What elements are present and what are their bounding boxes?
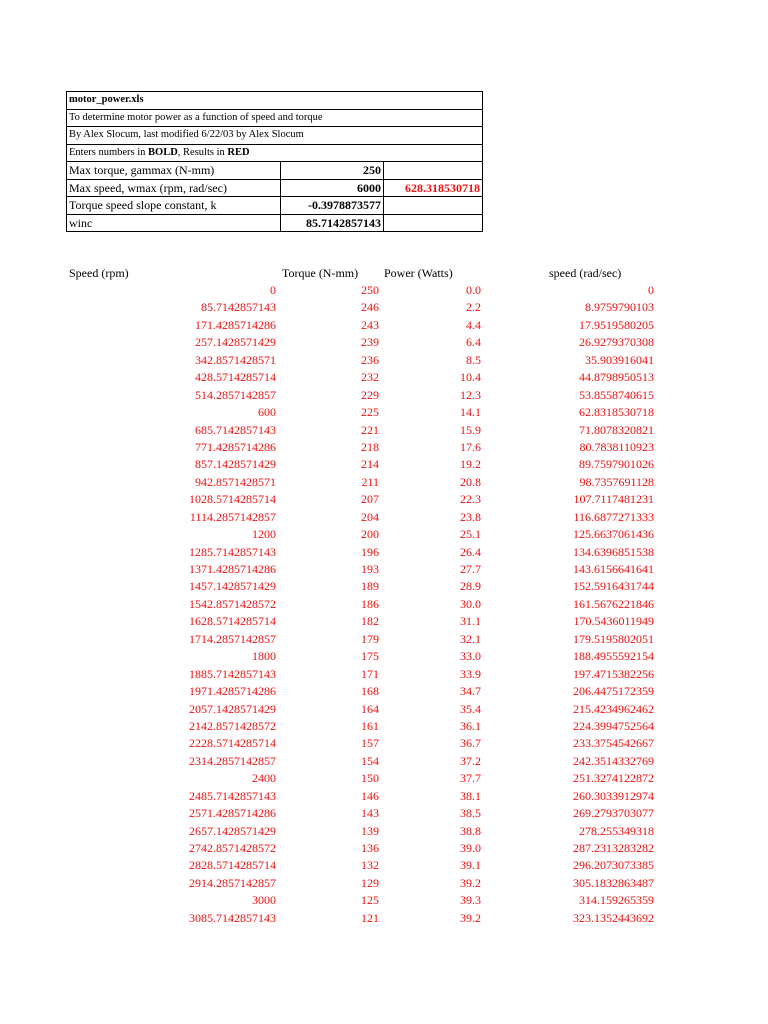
legend-red: RED <box>227 146 250 158</box>
speed-rpm-cell[interactable]: 1457.1428571429 <box>189 579 276 594</box>
speed-rpm-cell[interactable]: 1371.4285714286 <box>189 562 276 576</box>
power-cell[interactable]: 38.5 <box>460 806 481 821</box>
speed-rad-cell[interactable]: 188.4955592154 <box>573 649 654 664</box>
speed-rad-cell[interactable]: 215.4234962462 <box>573 701 654 716</box>
speed-rpm-cell[interactable]: 2142.8571428572 <box>189 718 276 733</box>
power-cell[interactable]: 32.1 <box>460 631 481 646</box>
speed-rad-cell[interactable]: 170.5436011949 <box>573 614 654 629</box>
torque-cell[interactable]: 186 <box>361 596 379 611</box>
table-row <box>0 439 768 456</box>
torque-cell[interactable]: 236 <box>361 352 379 367</box>
speed-rpm-cell[interactable]: 1885.7142857143 <box>189 666 276 681</box>
speed-rpm-cell[interactable]: 1971.4285714286 <box>189 684 276 699</box>
torque-cell[interactable]: 132 <box>361 858 379 873</box>
speed-rad-cell[interactable]: 17.9519580205 <box>579 317 654 332</box>
speed-rpm-cell[interactable]: 85.7142857143 <box>201 300 276 315</box>
power-cell[interactable]: 35.4 <box>460 701 481 716</box>
power-cell[interactable]: 28.9 <box>460 579 481 594</box>
torque-cell[interactable]: 189 <box>361 579 379 594</box>
header-power: Power (Watts) <box>384 266 453 280</box>
table-row <box>0 613 768 630</box>
table-row <box>0 910 768 927</box>
param-value[interactable]: 6000 <box>281 180 384 197</box>
speed-rad-cell[interactable]: 242.3514332769 <box>573 753 654 768</box>
table-row <box>0 544 768 561</box>
table-row <box>0 701 768 718</box>
header-speed-rpm: Speed (rpm) <box>69 266 129 280</box>
torque-cell[interactable]: 129 <box>361 875 379 890</box>
torque-cell[interactable]: 139 <box>361 823 379 838</box>
param-value[interactable]: -0.3978873577 <box>281 197 384 214</box>
table-row <box>0 369 768 386</box>
param-result <box>384 162 482 179</box>
power-cell[interactable]: 37.2 <box>460 753 481 768</box>
speed-rpm-cell[interactable]: 342.8571428571 <box>195 352 276 367</box>
power-cell[interactable]: 39.3 <box>460 893 481 908</box>
param-row-winc <box>67 214 482 232</box>
speed-rad-cell[interactable]: 89.7597901026 <box>579 457 654 472</box>
table-row <box>0 422 768 439</box>
speed-rpm-cell[interactable]: 2828.5714285714 <box>189 858 276 873</box>
table-row <box>0 282 768 299</box>
speed-rpm-cell[interactable]: 257.1428571429 <box>195 335 276 350</box>
param-row-slope <box>67 196 482 214</box>
speed-rpm-cell[interactable]: 2400 <box>252 771 276 786</box>
speed-rad-cell[interactable]: 134.6396851538 <box>573 544 654 559</box>
power-cell[interactable]: 36.1 <box>460 718 481 733</box>
param-value[interactable]: 250 <box>281 162 384 179</box>
speed-rpm-cell[interactable]: 771.4285714286 <box>195 439 276 454</box>
torque-cell[interactable]: 196 <box>361 544 379 559</box>
torque-cell[interactable]: 168 <box>361 684 379 699</box>
speed-rad-cell[interactable]: 323.1352443692 <box>573 910 654 925</box>
table-row <box>0 648 768 665</box>
table-row <box>0 857 768 874</box>
table-row <box>0 387 768 404</box>
table-row <box>0 770 768 787</box>
speed-rad-cell[interactable]: 269.2793703077 <box>573 806 654 821</box>
power-cell[interactable]: 25.1 <box>460 527 481 542</box>
table-row <box>0 526 768 543</box>
speed-rad-cell[interactable]: 143.6156641641 <box>573 562 654 576</box>
speed-rad-cell[interactable]: 62.8318530718 <box>579 405 654 420</box>
table-row <box>0 596 768 613</box>
speed-rad-cell[interactable]: 8.9759790103 <box>585 300 654 315</box>
torque-cell[interactable]: 239 <box>361 335 379 350</box>
speed-rpm-cell[interactable]: 1114.2857142857 <box>189 509 276 524</box>
power-cell[interactable]: 39.2 <box>460 910 481 925</box>
column-headers <box>0 266 768 282</box>
table-row <box>0 456 768 473</box>
power-cell[interactable]: 39.2 <box>460 875 481 890</box>
speed-rpm-cell[interactable]: 2057.1428571429 <box>189 701 276 716</box>
speed-rpm-cell[interactable]: 3085.7142857143 <box>189 910 276 925</box>
power-cell[interactable]: 4.4 <box>466 317 481 332</box>
speed-rpm-cell[interactable]: 2914.2857142857 <box>189 875 276 890</box>
speed-rad-cell[interactable]: 314.159265359 <box>579 893 654 908</box>
speed-rad-cell[interactable]: 71.8078320821 <box>579 422 654 437</box>
speed-rad-cell[interactable]: 116.6877271333 <box>573 509 654 524</box>
speed-rad-cell[interactable]: 260.3033912974 <box>573 788 654 803</box>
torque-cell[interactable]: 182 <box>361 614 379 629</box>
param-result <box>384 215 482 232</box>
power-cell[interactable]: 33.9 <box>460 666 481 681</box>
table-row <box>0 892 768 909</box>
speed-rpm-cell[interactable]: 171.4285714286 <box>195 317 276 332</box>
table-row <box>0 805 768 822</box>
table-row <box>0 334 768 351</box>
speed-rad-cell[interactable]: 197.4715382256 <box>573 666 654 681</box>
torque-cell[interactable]: 136 <box>361 841 379 855</box>
speed-rad-cell[interactable]: 206.4475172359 <box>573 684 654 699</box>
author-row <box>67 126 482 144</box>
legend <box>67 145 482 162</box>
header-torque: Torque (N-mm) <box>282 266 359 280</box>
power-cell[interactable]: 10.4 <box>460 370 481 385</box>
power-cell[interactable]: 31.1 <box>460 614 481 629</box>
author: By Alex Slocum, last modified 6/22/03 by Alex Slocum <box>69 129 304 140</box>
torque-cell[interactable]: 243 <box>361 317 379 332</box>
speed-rpm-cell[interactable]: 0 <box>270 283 276 297</box>
torque-cell[interactable]: 157 <box>361 736 379 751</box>
power-cell[interactable]: 30.0 <box>460 596 481 611</box>
speed-rad-cell[interactable]: 296.2073073385 <box>573 858 654 873</box>
table-row <box>0 788 768 805</box>
speed-rpm-cell[interactable]: 1714.2857142857 <box>189 631 276 646</box>
table-row <box>0 631 768 648</box>
torque-cell[interactable]: 121 <box>361 910 379 925</box>
results-table <box>0 282 768 927</box>
torque-cell[interactable]: 171 <box>361 666 379 681</box>
power-cell[interactable]: 15.9 <box>460 422 481 437</box>
torque-cell[interactable]: 214 <box>361 457 379 472</box>
filename-row <box>67 92 482 109</box>
param-result <box>384 197 482 214</box>
table-row <box>0 840 768 857</box>
table-row <box>0 561 768 578</box>
table-row <box>0 718 768 735</box>
torque-cell[interactable]: 229 <box>361 387 379 402</box>
torque-cell[interactable]: 246 <box>361 300 379 315</box>
torque-cell[interactable]: 150 <box>361 771 379 786</box>
power-cell[interactable]: 0.0 <box>466 283 481 297</box>
power-cell[interactable]: 39.0 <box>460 841 481 855</box>
torque-cell[interactable]: 211 <box>361 474 379 489</box>
table-row <box>0 299 768 316</box>
speed-rad-cell[interactable]: 44.8798950513 <box>579 370 654 385</box>
power-cell[interactable]: 22.3 <box>460 492 481 507</box>
table-row <box>0 509 768 526</box>
speed-rad-cell[interactable]: 161.5676221846 <box>573 596 654 611</box>
param-label: Max speed, wmax (rpm, rad/sec) <box>67 180 281 197</box>
speed-rad-cell[interactable]: 224.3994752564 <box>573 718 654 733</box>
param-result: 628.318530718 <box>405 180 480 195</box>
power-cell[interactable]: 12.3 <box>460 387 481 402</box>
speed-rpm-cell[interactable]: 2742.8571428572 <box>189 841 276 855</box>
torque-cell[interactable]: 179 <box>361 631 379 646</box>
table-row <box>0 491 768 508</box>
torque-cell[interactable]: 232 <box>361 370 379 385</box>
torque-cell[interactable]: 200 <box>361 527 379 542</box>
speed-rad-cell[interactable]: 233.3754542667 <box>573 736 654 751</box>
legend-bold: BOLD <box>148 146 178 158</box>
speed-rad-cell[interactable]: 278.255349318 <box>579 823 654 838</box>
filename: motor_power.xls <box>69 94 144 105</box>
parameter-box <box>66 91 483 232</box>
table-row <box>0 753 768 770</box>
table-row <box>0 317 768 334</box>
power-cell[interactable]: 37.7 <box>460 771 481 786</box>
power-cell[interactable]: 8.5 <box>466 352 481 367</box>
table-row <box>0 578 768 595</box>
power-cell[interactable]: 20.8 <box>460 474 481 489</box>
speed-rpm-cell[interactable]: 2228.5714285714 <box>189 736 276 751</box>
power-cell[interactable]: 14.1 <box>460 405 481 420</box>
speed-rad-cell[interactable]: 251.3274122872 <box>573 771 654 786</box>
speed-rad-cell[interactable]: 35.903916041 <box>585 352 654 367</box>
table-row <box>0 823 768 840</box>
speed-rpm-cell[interactable]: 2571.4285714286 <box>189 806 276 821</box>
speed-rad-cell[interactable]: 0 <box>648 283 654 297</box>
table-row <box>0 875 768 892</box>
speed-rpm-cell[interactable]: 942.8571428571 <box>195 474 276 489</box>
speed-rad-cell[interactable]: 53.8558740615 <box>579 387 654 402</box>
speed-rad-cell[interactable]: 26.9279370308 <box>579 335 654 350</box>
legend-mid: , Results in <box>177 146 228 158</box>
table-row <box>0 683 768 700</box>
param-label: Torque speed slope constant, k <box>67 197 281 214</box>
power-cell[interactable]: 34.7 <box>460 684 481 699</box>
speed-rpm-cell[interactable]: 1628.5714285714 <box>189 614 276 629</box>
power-cell[interactable]: 19.2 <box>460 457 481 472</box>
param-label: Max torque, gammax (N-mm) <box>67 162 281 179</box>
power-cell[interactable]: 38.8 <box>460 823 481 838</box>
torque-cell[interactable]: 218 <box>361 439 379 454</box>
speed-rpm-cell[interactable]: 2314.2857142857 <box>189 753 276 768</box>
speed-rpm-cell[interactable]: 1285.7142857143 <box>189 544 276 559</box>
speed-rpm-cell[interactable]: 3000 <box>252 893 276 908</box>
torque-cell[interactable]: 143 <box>361 806 379 821</box>
speed-rpm-cell[interactable]: 1542.8571428572 <box>189 596 276 611</box>
legend-prefix: Enters numbers in <box>69 146 149 158</box>
speed-rad-cell[interactable]: 287.2313283282 <box>573 841 654 855</box>
power-cell[interactable]: 33.0 <box>460 649 481 664</box>
torque-cell[interactable]: 221 <box>361 422 379 437</box>
power-cell[interactable]: 17.6 <box>460 439 481 454</box>
power-cell[interactable]: 36.7 <box>460 736 481 751</box>
description-row <box>67 109 482 127</box>
power-cell[interactable]: 27.7 <box>460 562 481 576</box>
speed-rad-cell[interactable]: 98.7357691128 <box>579 474 654 489</box>
torque-cell[interactable]: 146 <box>361 788 379 803</box>
torque-cell[interactable]: 125 <box>361 893 379 908</box>
param-row-max-speed <box>67 179 482 197</box>
torque-cell[interactable]: 193 <box>361 562 379 576</box>
param-label: winc <box>67 215 281 232</box>
torque-cell[interactable]: 175 <box>361 649 379 664</box>
speed-rpm-cell[interactable]: 514.2857142857 <box>195 387 276 402</box>
power-cell[interactable]: 6.4 <box>466 335 481 350</box>
speed-rpm-cell[interactable]: 685.7142857143 <box>195 422 276 437</box>
torque-cell[interactable]: 207 <box>361 492 379 507</box>
torque-cell[interactable]: 154 <box>361 753 379 768</box>
table-row <box>0 735 768 752</box>
speed-rpm-cell[interactable]: 2485.7142857143 <box>189 788 276 803</box>
speed-rad-cell[interactable]: 152.5916431744 <box>573 579 654 594</box>
description: To determine motor power as a function of speed and torque <box>69 111 323 123</box>
speed-rad-cell[interactable]: 125.6637061436 <box>573 527 654 542</box>
speed-rad-cell[interactable]: 80.7838110923 <box>579 439 654 454</box>
table-row <box>0 352 768 369</box>
speed-rpm-cell[interactable]: 600 <box>258 405 276 420</box>
table-row <box>0 474 768 491</box>
speed-rpm-cell[interactable]: 1800 <box>252 649 276 664</box>
speed-rpm-cell[interactable]: 857.1428571429 <box>195 457 276 472</box>
power-cell[interactable]: 26.4 <box>460 544 481 559</box>
torque-cell[interactable]: 225 <box>361 405 379 420</box>
torque-cell[interactable]: 204 <box>361 509 379 524</box>
torque-cell[interactable]: 161 <box>361 718 379 733</box>
param-row-max-torque <box>67 161 482 179</box>
header-speed-rad: speed (rad/sec) <box>549 266 622 280</box>
speed-rad-cell[interactable]: 179.5195802051 <box>573 631 654 646</box>
torque-cell[interactable]: 250 <box>361 283 379 297</box>
speed-rad-cell[interactable]: 107.7117481231 <box>573 492 654 507</box>
torque-cell[interactable]: 164 <box>361 701 379 716</box>
power-cell[interactable]: 2.2 <box>466 300 481 315</box>
speed-rad-cell[interactable]: 305.1832863487 <box>573 875 654 890</box>
power-cell[interactable]: 23.8 <box>460 509 481 524</box>
power-cell[interactable]: 38.1 <box>460 788 481 803</box>
speed-rpm-cell[interactable]: 1200 <box>252 527 276 542</box>
table-row <box>0 666 768 683</box>
legend-row <box>67 144 482 162</box>
speed-rpm-cell[interactable]: 2657.1428571429 <box>189 823 276 838</box>
speed-rpm-cell[interactable]: 428.5714285714 <box>195 370 276 385</box>
power-cell[interactable]: 39.1 <box>460 858 481 873</box>
param-value[interactable]: 85.7142857143 <box>281 215 384 232</box>
table-row <box>0 404 768 421</box>
speed-rpm-cell[interactable]: 1028.5714285714 <box>189 492 276 507</box>
